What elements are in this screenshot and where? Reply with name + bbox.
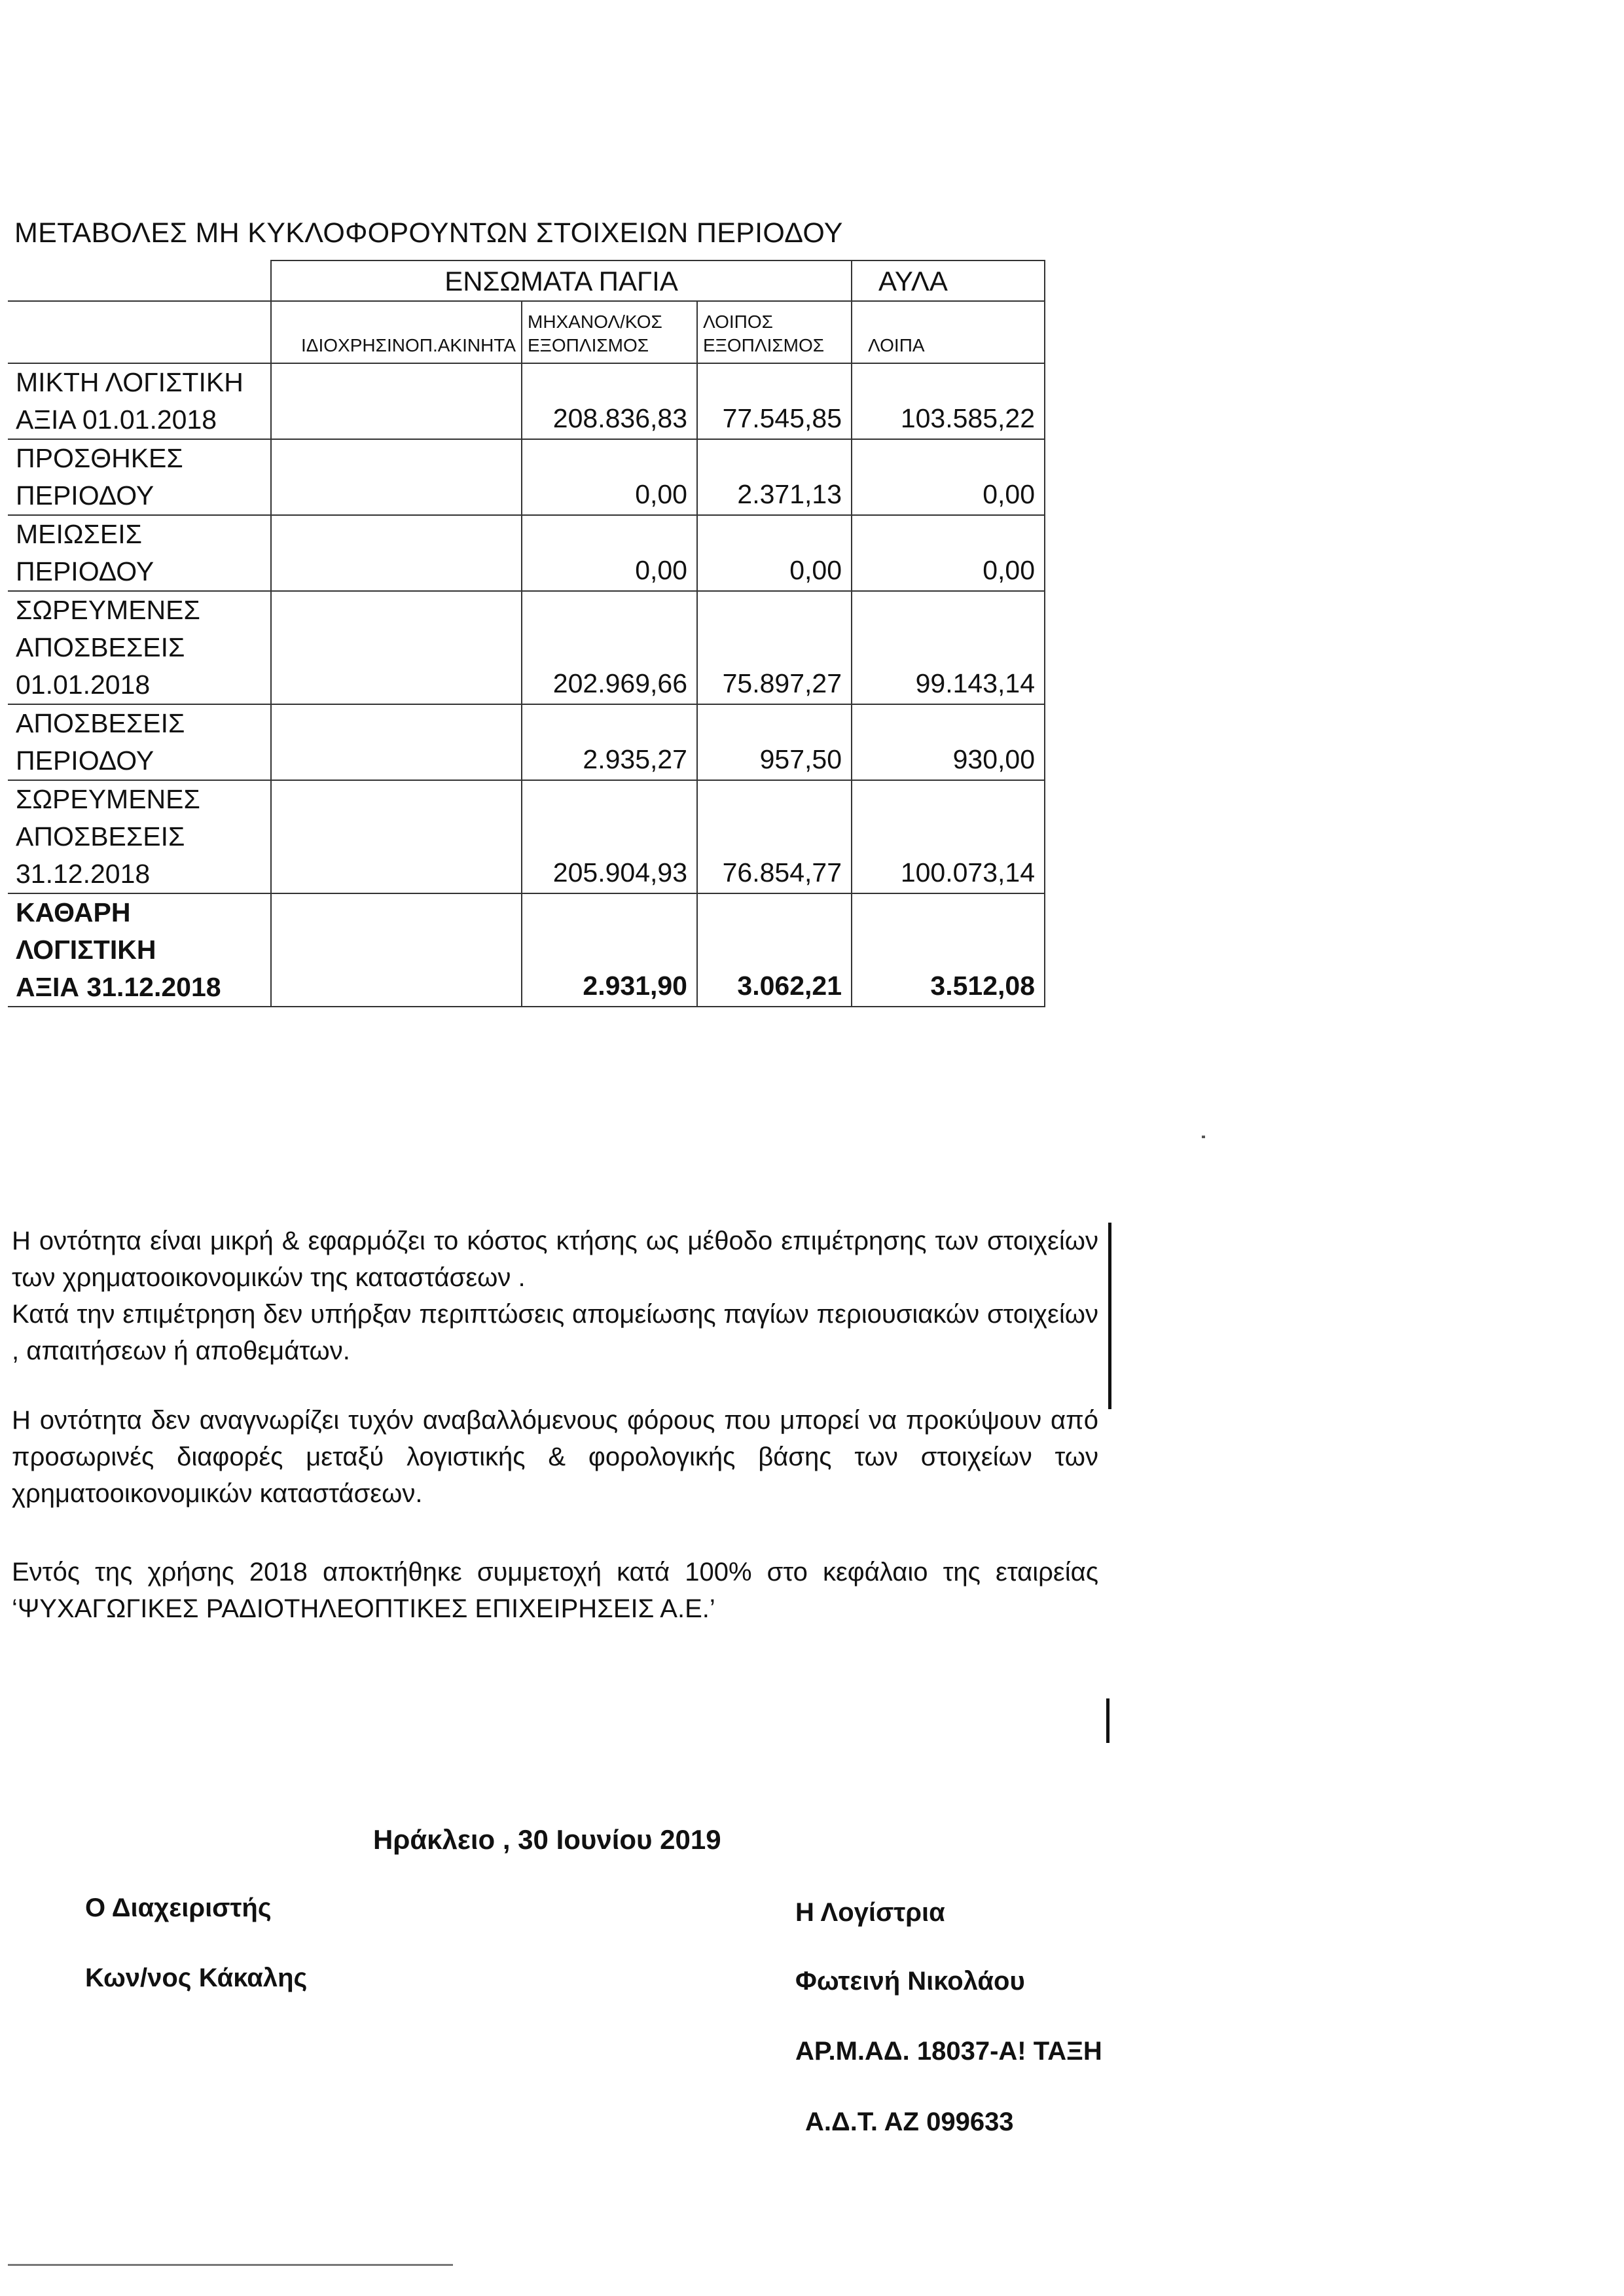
header-tangible-assets: ΕΝΣΩΜΑΤΑ ΠΑΓΙΑ: [271, 260, 852, 301]
cell-machinery: 2.935,27: [522, 704, 697, 780]
accountant-title: Η Λογίστρια: [795, 1898, 945, 1927]
cell-real-estate: [271, 780, 522, 893]
cell-other-equipment: 0,00: [697, 515, 852, 591]
cell-other: 100.073,14: [852, 780, 1045, 893]
cell-other: 0,00: [852, 515, 1045, 591]
header-other-equipment-line1: ΛΟΙΠΟΣ: [703, 312, 773, 332]
cell-other-equipment: 75.897,27: [697, 591, 852, 704]
note-text: Η οντότητα είναι μικρή & εφαρμόζει το κόστος κτήσης ως μέθοδο επιμέτρησης των στοιχείων των χρηματοοικονομικών της καταστάσεων .: [12, 1227, 1098, 1292]
cell-real-estate: [271, 893, 522, 1007]
cell-other-equipment: 2.371,13: [697, 439, 852, 515]
note-paragraph-deferred-tax: Η οντότητα δεν αναγνωρίζει τυχόν αναβαλλόμενους φόρους που μπορεί να προκύψουν από προσωρινές διαφορές μεταξύ λογιστικής & φορολογικής βάσης των στοιχείων των χρηματοοικονομικών καταστάσεων.: [12, 1406, 1098, 1508]
table-row: [8, 363, 1045, 439]
header-machinery-line1: ΜΗΧΑΝΟΛ/ΚΟΣ: [528, 312, 662, 332]
table-row: [8, 439, 1045, 515]
row-label: [8, 439, 271, 515]
cell-other-equipment: 957,50: [697, 704, 852, 780]
header-intangible-assets: ΑΥΛΑ: [852, 260, 1045, 301]
header-other-equipment: [697, 301, 852, 363]
row-label-line: ΠΡΟΣΘΗΚΕΣ: [16, 443, 183, 473]
cell-other-equipment: 77.545,85: [697, 363, 852, 439]
row-label: [8, 363, 271, 439]
table-row: [8, 591, 1045, 704]
header-real-estate: ΙΔΙΟΧΡΗΣΙΝΟΠ.ΑΚΙΝΗΤΑ: [271, 301, 522, 363]
note-text: Κατά την επιμέτρηση δεν υπήρξαν περιπτώσεις απομείωσης παγίων περιουσιακών στοιχείων , απαιτήσεων ή αποθεμάτων.: [12, 1300, 1098, 1365]
manager-name: Κων/νος Κάκαλης: [85, 1964, 308, 1992]
header-other-equipment-line2: ΕΞΟΠΛΙΣΜΟΣ: [703, 335, 825, 355]
row-label-line: ΠΕΡΙΟΔΟΥ: [16, 480, 154, 511]
row-label-line: ΣΩΡΕΥΜΕΝΕΣ: [16, 784, 200, 814]
header-other: ΛΟΙΠΑ: [852, 301, 1045, 363]
row-label-line: 01.01.2018: [16, 670, 151, 700]
row-label-line: ΠΕΡΙΟΔΟΥ: [16, 556, 154, 586]
cell-other: 0,00: [852, 439, 1045, 515]
accountant-registration: ΑΡ.Μ.ΑΔ. 18037-Α! ΤΑΞΗ: [795, 2037, 1102, 2066]
table-row: [8, 515, 1045, 591]
cell-machinery: 202.969,66: [522, 591, 697, 704]
cell-other: 103.585,22: [852, 363, 1045, 439]
row-label-line: ΑΞΙΑ 31.12.2018: [16, 972, 221, 1002]
table-header-column-row: [8, 301, 1045, 363]
row-label-line: ΑΠΟΣΒΕΣΕΙΣ: [16, 632, 185, 662]
header-blank-cell: [8, 260, 271, 301]
row-label: [8, 704, 271, 780]
row-label-line: ΑΠΟΣΒΕΣΕΙΣ: [16, 821, 185, 852]
table-body: [8, 363, 1045, 1007]
table-header-group-row: [8, 260, 1045, 301]
cell-machinery: 205.904,93: [522, 780, 697, 893]
note-paragraph-participation: Εντός της χρήσης 2018 αποκτήθηκε συμμετοχή κατά 100% στο κεφάλαιο της εταιρείας ‘ΨΥΧΑΓΩΓΙΚΕΣ ΡΑΔΙΟΤΗΛΕΟΠΤΙΚΕΣ ΕΠΙΧΕΙΡΗΣΕΙΣ Α.Ε.’: [12, 1558, 1098, 1623]
place-and-date: Ηράκλειο , 30 Ιουνίου 2019: [373, 1824, 721, 1855]
accountant-id-card: Α.Δ.Τ. ΑΖ 099633: [805, 2108, 1014, 2136]
cell-real-estate: [271, 515, 522, 591]
header-blank-cell: [8, 301, 271, 363]
row-label-line: 31.12.2018: [16, 859, 151, 889]
row-label: [8, 591, 271, 704]
cell-other: 3.512,08: [852, 893, 1045, 1007]
row-label-line: ΠΕΡΙΟΔΟΥ: [16, 745, 154, 776]
cell-real-estate: [271, 363, 522, 439]
table-row: [8, 704, 1045, 780]
accountant-name: Φωτεινή Νικολάου: [795, 1967, 1025, 1996]
row-label: [8, 893, 271, 1007]
row-label-line: ΑΠΟΣΒΕΣΕΙΣ: [16, 708, 185, 738]
scan-bottom-line: [8, 2264, 453, 2266]
table-title: ΜΕΤΑΒΟΛΕΣ ΜΗ ΚΥΚΛΟΦΟΡΟΥΝΤΩΝ ΣΤΟΙΧΕΙΩΝ ΠΕΡΙΟΔΟΥ: [14, 217, 843, 249]
header-machinery-line2: ΕΞΟΠΛΙΣΜΟΣ: [528, 335, 649, 355]
cell-machinery: 208.836,83: [522, 363, 697, 439]
cell-machinery: 0,00: [522, 439, 697, 515]
fixed-assets-table: [8, 260, 1045, 1007]
scan-margin-mark: [1106, 1698, 1110, 1743]
scan-speck: [1202, 1136, 1205, 1138]
manager-title: Ο Διαχειριστής: [85, 1893, 272, 1922]
cell-machinery: 0,00: [522, 515, 697, 591]
cell-other: 930,00: [852, 704, 1045, 780]
table-row: [8, 893, 1045, 1007]
cell-other-equipment: 3.062,21: [697, 893, 852, 1007]
cell-real-estate: [271, 591, 522, 704]
cell-machinery: 2.931,90: [522, 893, 697, 1007]
row-label-line: ΜΕΙΩΣΕΙΣ: [16, 519, 142, 549]
scan-margin-mark: [1108, 1223, 1111, 1409]
row-label-line: ΚΑΘΑΡΗ ΛΟΓΙΣΤΙΚΗ: [16, 897, 156, 965]
cell-real-estate: [271, 704, 522, 780]
header-machinery: [522, 301, 697, 363]
cell-real-estate: [271, 439, 522, 515]
row-label-line: ΣΩΡΕΥΜΕΝΕΣ: [16, 595, 200, 625]
table-row: [8, 780, 1045, 893]
row-label: [8, 780, 271, 893]
row-label-line: ΜΙΚΤΗ ΛΟΓΙΣΤΙΚΗ: [16, 367, 244, 397]
note-paragraph-measurement: [12, 1223, 1098, 1369]
row-label-line: ΑΞΙΑ 01.01.2018: [16, 404, 217, 435]
row-label: [8, 515, 271, 591]
cell-other: 99.143,14: [852, 591, 1045, 704]
cell-other-equipment: 76.854,77: [697, 780, 852, 893]
